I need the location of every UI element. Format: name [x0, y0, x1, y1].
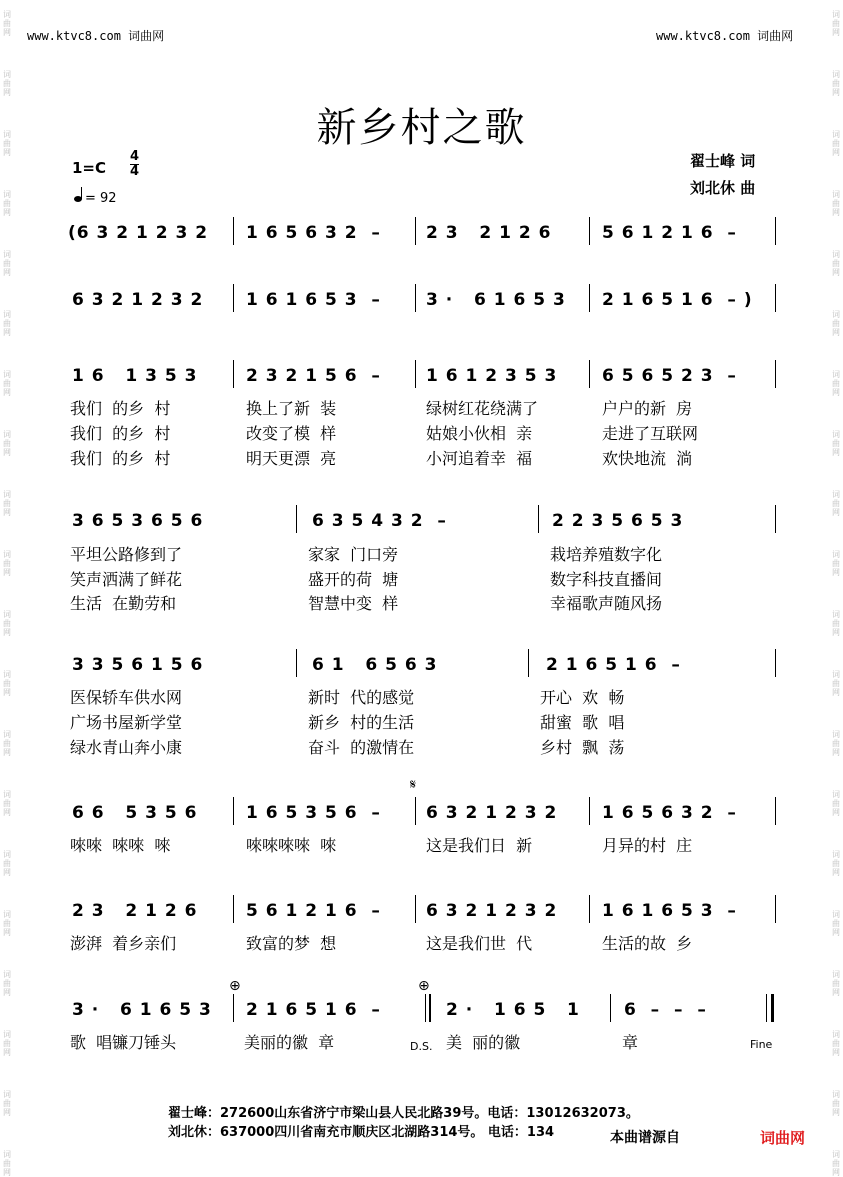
- lyric: 栽培养殖数字化: [550, 545, 663, 564]
- watermark-text: 词曲网: [832, 430, 840, 457]
- watermark-text: 词曲网: [832, 70, 840, 97]
- measure: 2 1 6 5 1 6 –: [246, 1000, 381, 1020]
- lyric: 欢快地流 淌: [602, 449, 693, 468]
- lyric: 幸福歌声随风扬: [550, 594, 663, 613]
- bar-line: [415, 284, 416, 312]
- watermark-text: 词曲网: [832, 1030, 840, 1057]
- watermark-text: 词曲网: [3, 730, 11, 757]
- lyric: 数字科技直播间: [550, 570, 663, 589]
- watermark-text: 词曲网: [3, 1090, 11, 1117]
- watermark-text: 词曲网: [3, 490, 11, 517]
- bar-line: [589, 360, 590, 388]
- bar-line: [415, 895, 416, 923]
- watermark-text: 词曲网: [832, 310, 840, 337]
- watermark-text: 词曲网: [832, 490, 840, 517]
- bar-line: [233, 360, 234, 388]
- watermark-text: 词曲网: [832, 10, 840, 37]
- watermark-text: 词曲网: [3, 190, 11, 217]
- watermark-text: 词曲网: [3, 610, 11, 637]
- measure: 3 6 5 3 6 5 6: [72, 511, 204, 531]
- measure: 1 6 1 6 5 3 –: [246, 290, 381, 310]
- bar-line: [296, 505, 297, 533]
- bar-line: [233, 895, 234, 923]
- source-note: 本曲谱源自: [610, 1130, 680, 1146]
- measure: 2 3 2 1 2 6: [72, 901, 198, 921]
- lyricist-credit: 翟士峰 词: [690, 152, 756, 170]
- lyric: 笑声洒满了鲜花: [70, 570, 183, 589]
- watermark-text: 词曲网: [3, 1030, 11, 1057]
- watermark-text: 词曲网: [832, 1150, 840, 1177]
- watermark-text: 词曲网: [3, 910, 11, 937]
- lyric: 我们 的乡 村: [70, 424, 171, 443]
- watermark-text: 词曲网: [832, 370, 840, 397]
- final-bar-line: [766, 994, 767, 1022]
- watermark-text: 词曲网: [832, 190, 840, 217]
- watermark-text: 词曲网: [832, 1090, 840, 1117]
- repeat-bar-line: [429, 994, 431, 1022]
- lyric: 这是我们世 代: [426, 934, 533, 953]
- bar-line: [775, 895, 776, 923]
- watermark-text: 词曲网: [3, 10, 11, 37]
- measure: 6 6 5 3 5 6: [72, 803, 198, 823]
- measure: 6 5 6 5 2 3 –: [602, 366, 737, 386]
- lyric: 歌 唱镰刀锤头: [70, 1033, 177, 1052]
- lyric: 新乡 村的生活: [308, 713, 415, 732]
- watermark-text: 词曲网: [832, 670, 840, 697]
- lyric: 新时 代的感觉: [308, 688, 415, 707]
- measure: 1 6 5 6 3 2 –: [602, 803, 737, 823]
- lyric: 唻唻 唻唻 唻: [70, 836, 171, 855]
- watermark-text: 词曲网: [3, 310, 11, 337]
- final-bar-line-thick: [771, 994, 774, 1022]
- bar-line: [528, 649, 529, 677]
- fine-marking: Fine: [750, 1038, 773, 1051]
- measure: 6 3 2 1 2 3 2: [426, 803, 558, 823]
- lyric: 智慧中变 样: [308, 594, 399, 613]
- right-watermark-strip: [829, 0, 843, 1177]
- watermark-text: 词曲网: [3, 370, 11, 397]
- lyric: 这是我们日 新: [426, 836, 533, 855]
- watermark-text: 词曲网: [832, 970, 840, 997]
- watermark-text: 词曲网: [832, 910, 840, 937]
- lyric: 小河追着幸 福: [426, 449, 533, 468]
- measure: 5 6 1 2 1 6 –: [602, 223, 737, 243]
- lyric: 开心 欢 畅: [540, 688, 625, 707]
- time-signature: 4 4: [130, 149, 140, 179]
- bar-line: [775, 284, 776, 312]
- lyric: 盛开的荷 塘: [308, 570, 399, 589]
- tempo-marking: = 92: [74, 191, 117, 206]
- lyric: 户户的新 房: [602, 399, 693, 418]
- watermark-text: 词曲网: [3, 70, 11, 97]
- measure: 3 · 6 1 6 5 3: [426, 290, 566, 310]
- lyric: 走进了互联网: [602, 424, 699, 443]
- bar-line: [538, 505, 539, 533]
- bar-line: [589, 217, 590, 245]
- bar-line: [589, 895, 590, 923]
- measure: 2 3 2 1 5 6 –: [246, 366, 381, 386]
- lyric: 月异的村 庄: [602, 836, 693, 855]
- coda-icon: ⊕: [418, 978, 430, 994]
- bar-line: [233, 284, 234, 312]
- bar-line: [233, 217, 234, 245]
- lyric: 平坦公路修到了: [70, 545, 183, 564]
- watermark-text: 词曲网: [3, 1150, 11, 1177]
- measure: 3 · 6 1 6 5 3: [72, 1000, 212, 1020]
- watermark-text: 词曲网: [832, 730, 840, 757]
- site-logo[interactable]: 词曲网: [760, 1129, 806, 1147]
- bar-line: [296, 649, 297, 677]
- bar-line: [589, 284, 590, 312]
- bar-line: [589, 797, 590, 825]
- measure: 1 6 1 6 5 3 –: [602, 901, 737, 921]
- lyric: 章: [622, 1033, 639, 1052]
- footer-address-composer: 刘北休：637000四川省南充市顺庆区北湖路314号。 电话：134: [168, 1125, 555, 1140]
- lyric: 我们 的乡 村: [70, 399, 171, 418]
- lyric: 美丽的徽 章: [244, 1033, 335, 1052]
- bar-line: [775, 649, 776, 677]
- lyric: 唻唻唻唻 唻: [246, 836, 337, 855]
- measure: 2 3 2 1 2 6: [426, 223, 552, 243]
- bar-line: [775, 360, 776, 388]
- bar-line: [415, 360, 416, 388]
- measure: 1 6 1 2 3 5 3: [426, 366, 558, 386]
- watermark-text: 词曲网: [3, 430, 11, 457]
- measure: 2 2 3 5 6 5 3: [552, 511, 684, 531]
- site-url-right[interactable]: www.ktvc8.com 词曲网: [656, 29, 794, 43]
- bar-line: [775, 217, 776, 245]
- lyric: 甜蜜 歌 唱: [540, 713, 625, 732]
- footer-address-lyricist: 翟士峰：272600山东省济宁市梁山县人民北路39号。电话：13012632073。: [168, 1106, 639, 1121]
- bar-line: [425, 994, 426, 1022]
- bar-line: [610, 994, 611, 1022]
- lyric: 生活 在勤劳和: [70, 594, 177, 613]
- lyric: 美 丽的徽: [446, 1033, 521, 1052]
- watermark-text: 词曲网: [832, 850, 840, 877]
- lyric: 乡村 飘 荡: [540, 738, 625, 757]
- measure: 2 1 6 5 1 6 –: [546, 655, 681, 675]
- lyric: 家家 门口旁: [308, 545, 399, 564]
- measure: 1 6 5 3 5 6 –: [246, 803, 381, 823]
- lyric: 改变了模 样: [246, 424, 337, 443]
- watermark-text: 词曲网: [3, 970, 11, 997]
- bar-line: [775, 797, 776, 825]
- measure: 6 3 2 1 2 3 2: [426, 901, 558, 921]
- lyric: 换上了新 装: [246, 399, 337, 418]
- watermark-text: 词曲网: [3, 850, 11, 877]
- lyric: 医保轿车供水网: [70, 688, 183, 707]
- watermark-text: 词曲网: [832, 790, 840, 817]
- lyric: 致富的梦 想: [246, 934, 337, 953]
- song-title: 新乡村之歌: [316, 105, 527, 151]
- bar-line: [233, 994, 234, 1022]
- watermark-text: 词曲网: [3, 250, 11, 277]
- measure: 2 1 6 5 1 6 – ): [602, 290, 753, 310]
- measure: 6 3 5 4 3 2 –: [312, 511, 447, 531]
- lyric: 姑娘小伙相 亲: [426, 424, 533, 443]
- watermark-text: 词曲网: [832, 130, 840, 157]
- lyric: 我们 的乡 村: [70, 449, 171, 468]
- bar-line: [233, 797, 234, 825]
- lyric: 奋斗 的激情在: [308, 738, 415, 757]
- site-url-left[interactable]: www.ktvc8.com 词曲网: [27, 29, 165, 43]
- key-signature: 1=C: [72, 159, 107, 177]
- lyric: 明天更漂 亮: [246, 449, 337, 468]
- watermark-text: 词曲网: [3, 550, 11, 577]
- measure: 6 3 2 1 2 3 2: [72, 290, 204, 310]
- measure: 1 6 1 3 5 3: [72, 366, 198, 386]
- lyric: 绿水青山奔小康: [70, 738, 183, 757]
- watermark-text: 词曲网: [3, 670, 11, 697]
- ds-marking: D.S.: [410, 1040, 433, 1053]
- composer-credit: 刘北休 曲: [690, 179, 756, 197]
- watermark-text: 词曲网: [832, 550, 840, 577]
- lyric: 澎湃 着乡亲们: [70, 934, 177, 953]
- watermark-text: 词曲网: [3, 790, 11, 817]
- segno-icon: 𝄋: [410, 777, 417, 793]
- lyric: 广场书屋新学堂: [70, 713, 183, 732]
- notation-line-1: [68, 223, 788, 263]
- bar-line: [415, 217, 416, 245]
- watermark-text: 词曲网: [832, 250, 840, 277]
- left-watermark-strip: [0, 0, 14, 1177]
- lyric: 绿树红花绕满了: [426, 399, 539, 418]
- bar-line: [775, 505, 776, 533]
- coda-icon: ⊕: [229, 978, 241, 994]
- measure: 6 1 6 5 6 3: [312, 655, 438, 675]
- measure: 2 · 1 6 5 1: [446, 1000, 580, 1020]
- measure: 5 6 1 2 1 6 –: [246, 901, 381, 921]
- watermark-text: 词曲网: [3, 130, 11, 157]
- bar-line: [415, 797, 416, 825]
- measure: (6 3 2 1 2 3 2: [68, 223, 209, 243]
- measure: 6 – – –: [624, 1000, 707, 1020]
- quarter-note-icon: [74, 196, 82, 202]
- notation-line-2: [68, 290, 788, 330]
- measure: 3 3 5 6 1 5 6: [72, 655, 204, 675]
- measure: 1 6 5 6 3 2 –: [246, 223, 381, 243]
- watermark-text: 词曲网: [832, 610, 840, 637]
- lyric: 生活的故 乡: [602, 934, 693, 953]
